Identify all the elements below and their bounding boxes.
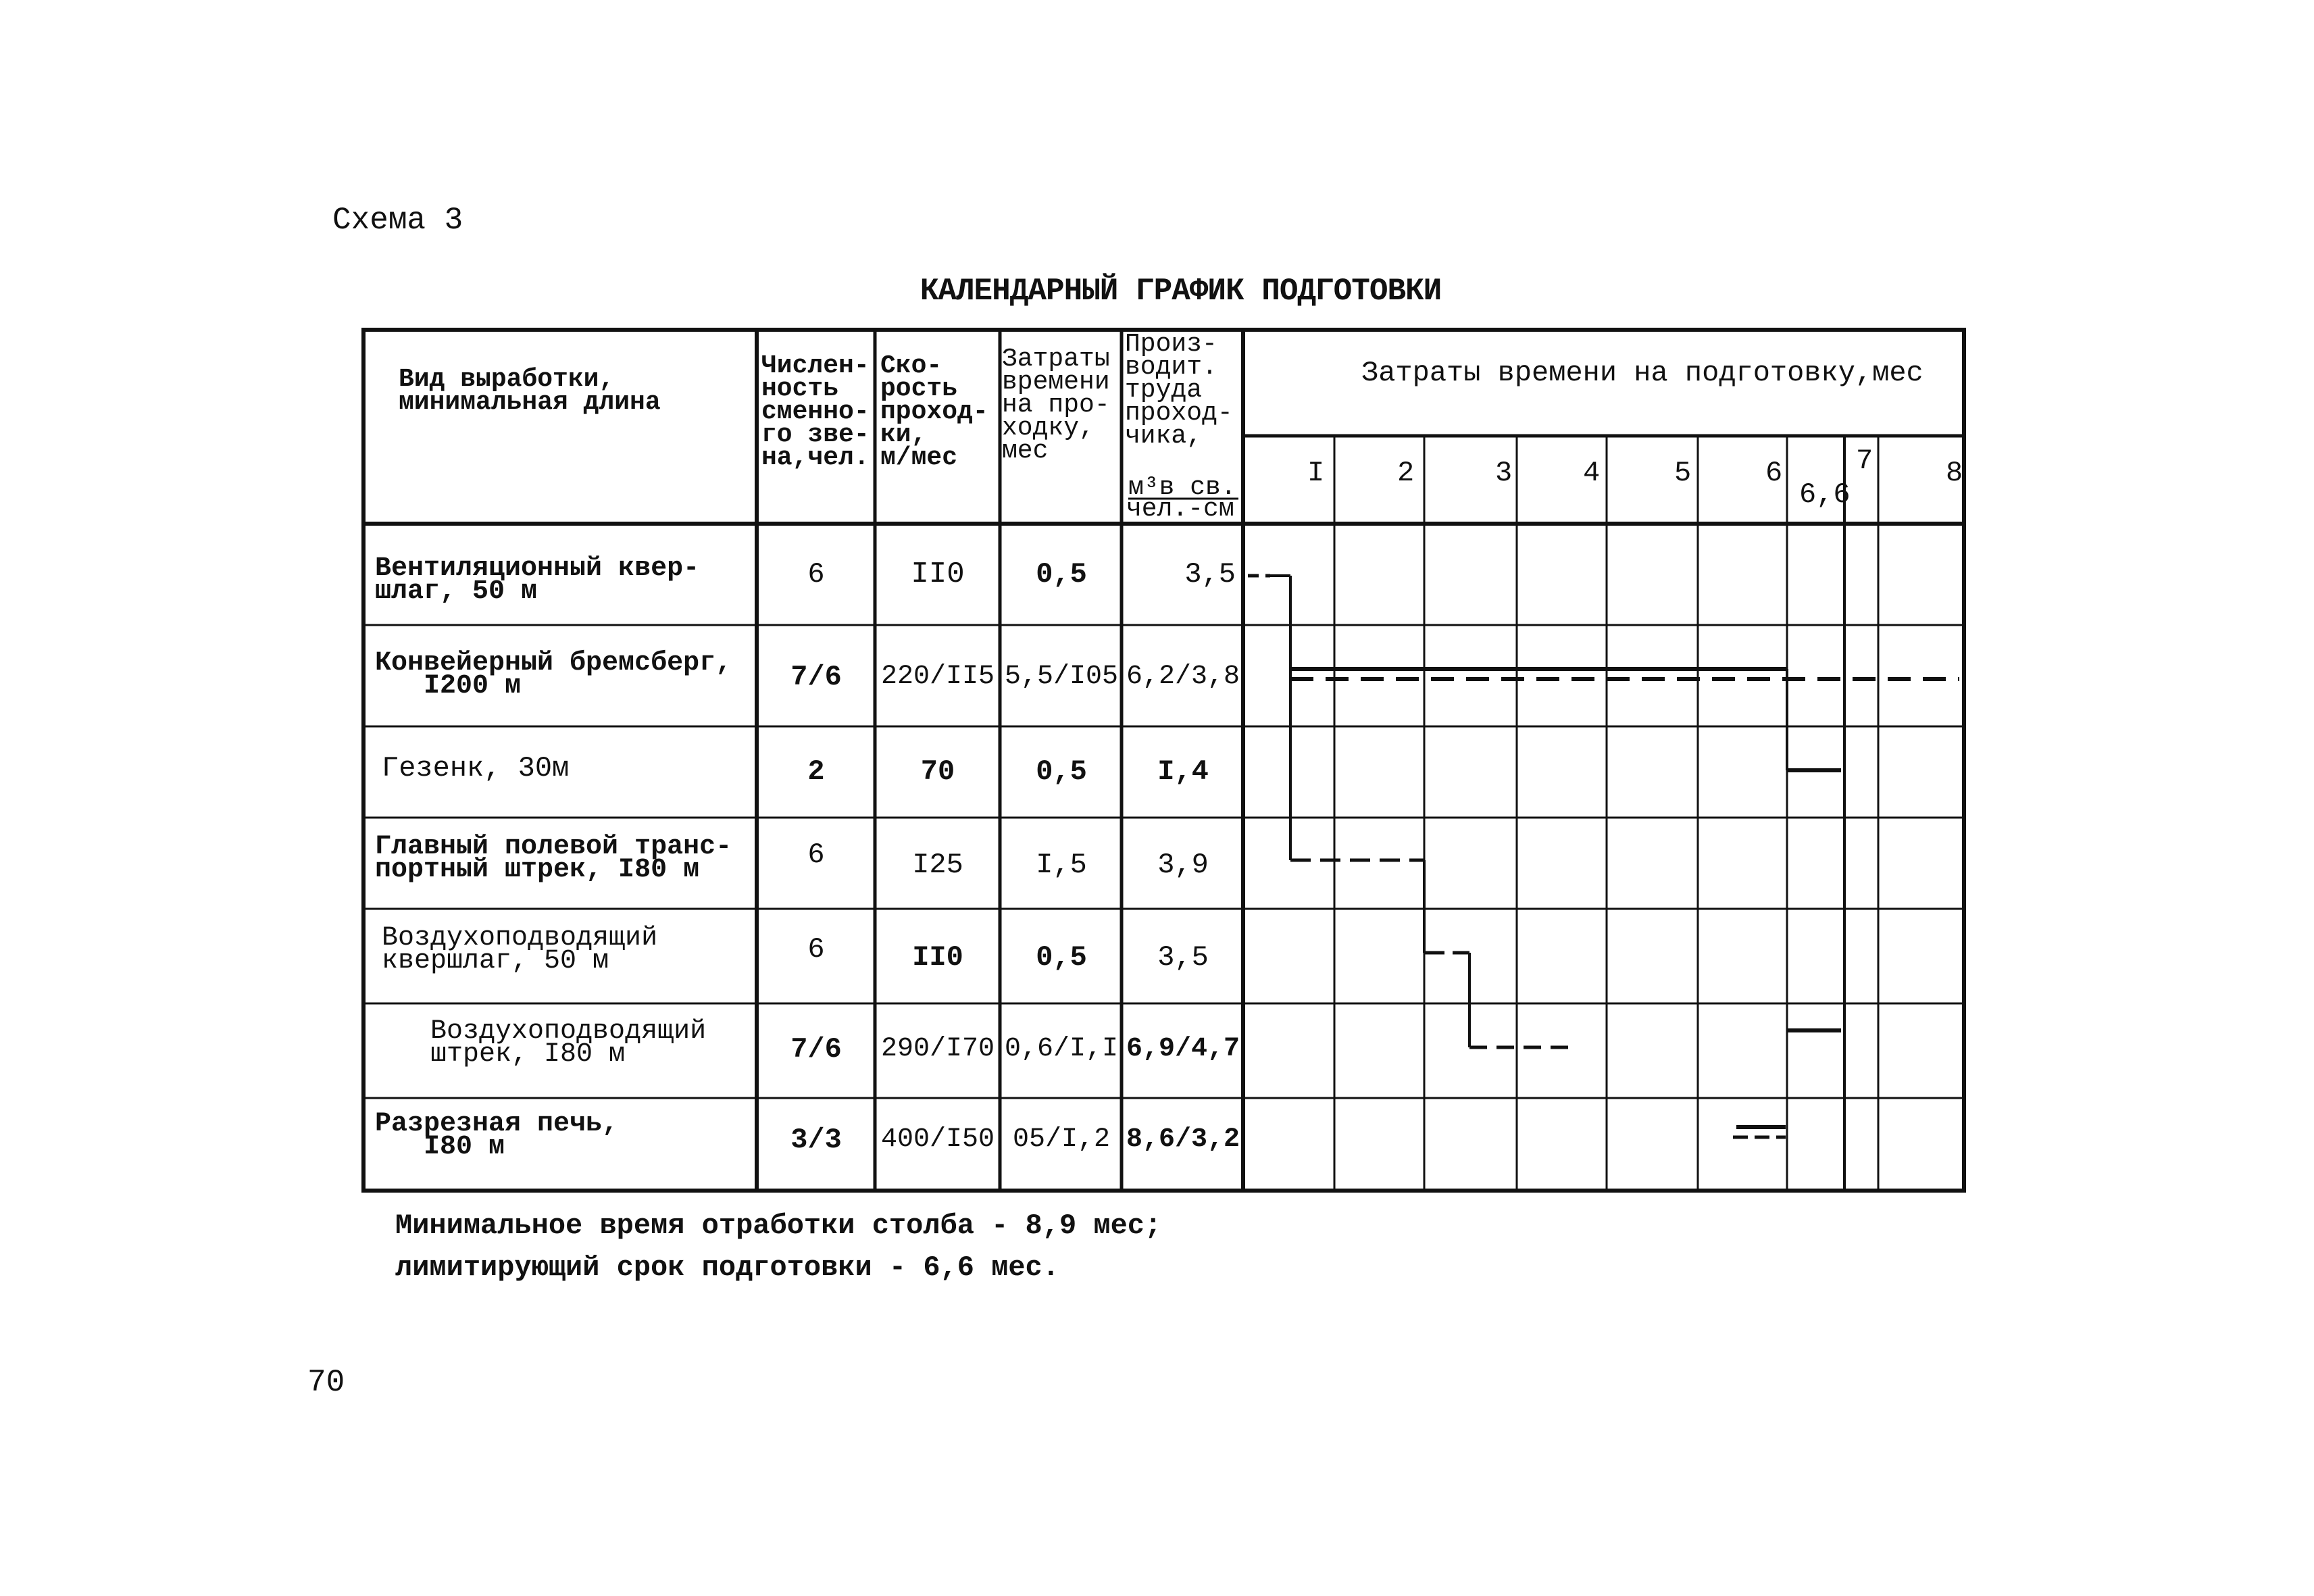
header-productivity: Произ- водит. труда проход- чика, bbox=[1125, 330, 1233, 451]
row1-speed: II0 bbox=[911, 557, 965, 591]
scheme-label: Схема 3 bbox=[332, 203, 463, 238]
row1-time: 0,5 bbox=[1036, 558, 1087, 591]
month-label-5: 5 bbox=[1674, 457, 1692, 489]
header-speed: Ско- рость проход- ки, м/мес bbox=[880, 351, 988, 472]
row4-crew: 6 bbox=[807, 839, 825, 871]
row4-speed: I25 bbox=[912, 849, 963, 881]
row4-time: I,5 bbox=[1036, 849, 1087, 881]
gantt-bars bbox=[1248, 576, 1959, 1137]
row7-productivity: 8,6/3,2 bbox=[1126, 1124, 1240, 1155]
row3-time: 0,5 bbox=[1036, 755, 1087, 788]
row2-name: Конвейерный бремсберг, I200 м bbox=[375, 648, 732, 701]
row7-crew: 3/3 bbox=[790, 1124, 842, 1156]
month-label-2: 2 bbox=[1397, 457, 1415, 489]
row6-time: 0,6/I,I bbox=[1004, 1034, 1119, 1064]
row2-crew: 7/6 bbox=[790, 661, 842, 693]
row7-name: Разрезная печь, I80 м bbox=[375, 1109, 619, 1162]
row5-name: Воздухоподводящий квершлаг, 50 м bbox=[382, 923, 658, 976]
month-label-4: 4 bbox=[1583, 457, 1601, 489]
header-crew: Числен- ность сменно- го зве- на,чел. bbox=[761, 351, 870, 472]
header-productivity-unit1: м³в св. bbox=[1128, 473, 1236, 502]
row2-productivity: 6,2/3,8 bbox=[1126, 662, 1240, 692]
row3-crew: 2 bbox=[807, 755, 825, 788]
footer-line-1: Минимальное время отработки столба - 8,9 мес; bbox=[395, 1210, 1162, 1242]
month-label-8: 8 bbox=[1946, 457, 1963, 489]
page-number: 70 bbox=[307, 1365, 345, 1400]
row4-productivity: 3,9 bbox=[1157, 849, 1209, 881]
row3-productivity: I,4 bbox=[1157, 755, 1209, 788]
row7-time: 05/I,2 bbox=[1012, 1124, 1111, 1155]
row5-crew: 6 bbox=[807, 933, 825, 966]
header-time-prep: Затраты времени на подготовку,мес bbox=[1361, 357, 1923, 389]
row6-crew: 7/6 bbox=[790, 1033, 842, 1066]
page-title: КАЛЕНДАРНЫЙ ГРАФИК ПОДГОТОВКИ bbox=[920, 274, 1442, 309]
row2-time: 5,5/I05 bbox=[1004, 662, 1119, 692]
row7-speed: 400/I50 bbox=[880, 1124, 995, 1155]
row2-speed: 220/II5 bbox=[880, 662, 995, 692]
header-time: Затраты времени на про- ходку, мес bbox=[1002, 345, 1110, 466]
header-productivity-unit2: чел.-см bbox=[1126, 495, 1234, 524]
month-label-7: 7 bbox=[1856, 445, 1873, 477]
row3-name: Гезенк, 30м bbox=[382, 752, 570, 784]
month-label-1: I bbox=[1307, 457, 1325, 489]
row1-productivity: 3,5 bbox=[1184, 558, 1236, 591]
marker-6-6-label: 6,6 bbox=[1799, 478, 1851, 511]
row1-name: Вентиляционный квер- шлаг, 50 м bbox=[375, 553, 700, 607]
schedule-table bbox=[361, 328, 1966, 1193]
header-work-type: Вид выработки, минимальная длина bbox=[399, 365, 661, 417]
row5-time: 0,5 bbox=[1036, 941, 1087, 974]
row3-speed: 70 bbox=[920, 755, 955, 788]
month-label-6: 6 bbox=[1765, 457, 1783, 489]
row5-speed: II0 bbox=[912, 941, 963, 974]
row6-productivity: 6,9/4,7 bbox=[1126, 1034, 1240, 1064]
row5-productivity: 3,5 bbox=[1157, 941, 1209, 974]
row4-name: Главный полевой транс- портный штрек, I80 м bbox=[375, 832, 732, 885]
footer-line-2: лимитирующий срок подготовки - 6,6 мес. bbox=[395, 1251, 1059, 1284]
row6-name: Воздухоподводящий штрек, I80 м bbox=[430, 1016, 707, 1070]
month-label-3: 3 bbox=[1495, 457, 1513, 489]
row6-speed: 290/I70 bbox=[880, 1034, 995, 1064]
row1-crew: 6 bbox=[807, 558, 825, 591]
